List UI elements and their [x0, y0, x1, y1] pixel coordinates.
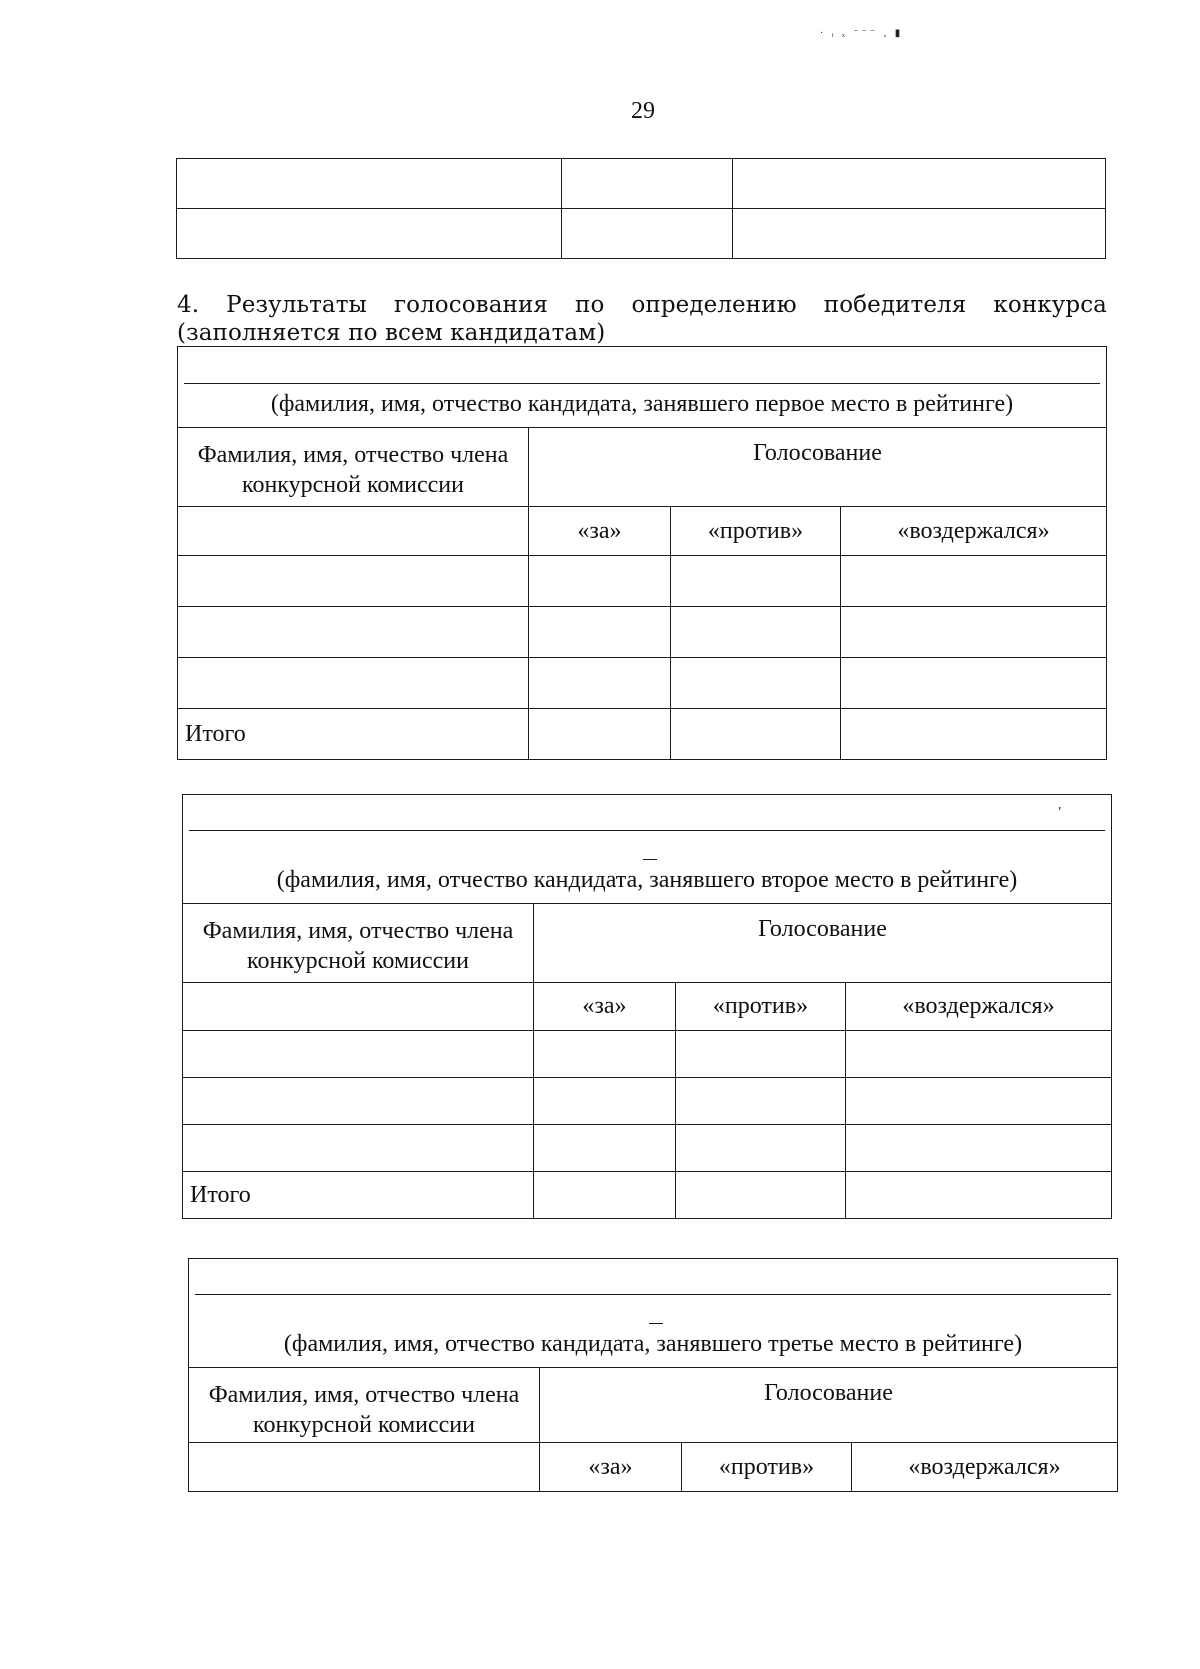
table-cell[interactable] [671, 709, 841, 760]
table-subheader-row [189, 1443, 1117, 1492]
table-row [178, 658, 1106, 709]
dash-mark [649, 1323, 663, 1324]
table-subheader-row [183, 983, 1111, 1031]
table-cell[interactable] [733, 209, 1106, 259]
table-cell[interactable] [671, 658, 841, 709]
table-cell[interactable] [841, 658, 1107, 709]
table-header-row [189, 1368, 1117, 1443]
table-cell[interactable] [178, 556, 529, 607]
voting-table [183, 903, 1111, 1218]
table-cell[interactable] [529, 709, 671, 760]
voting-header: Голосование [534, 904, 1112, 983]
table-row [178, 607, 1106, 658]
candidate-name-line[interactable] [195, 1294, 1111, 1295]
table-row [177, 209, 1106, 259]
against-header: «против» [682, 1443, 852, 1492]
table-row [183, 1031, 1111, 1078]
candidate-name-area [183, 795, 1111, 903]
candidate-name-line[interactable] [184, 383, 1100, 384]
total-label: Итого [178, 709, 529, 760]
table-cell[interactable] [529, 607, 671, 658]
table-cell[interactable] [733, 159, 1106, 209]
page-number: 29 [631, 98, 655, 124]
previous-table-continuation [176, 158, 1106, 259]
abstained-header: «воздержался» [846, 983, 1112, 1031]
table-cell[interactable] [534, 1078, 676, 1125]
table-cell[interactable] [529, 556, 671, 607]
total-label: Итого [183, 1172, 534, 1219]
table-header-row [178, 428, 1106, 507]
candidate-caption: (фамилия, имя, отчество кандидата, занявшего второе место в рейтинге) [276, 867, 1018, 893]
table-row [178, 556, 1106, 607]
member-header: Фамилия, имя, отчество члена конкурсной комиссии [178, 428, 529, 507]
table-cell[interactable] [189, 1443, 540, 1492]
total-row [183, 1172, 1111, 1219]
dash-mark [643, 859, 657, 860]
table-cell[interactable] [676, 1078, 846, 1125]
for-header: «за» [529, 507, 671, 556]
candidate-block-second [182, 794, 1112, 1219]
against-header: «против» [676, 983, 846, 1031]
table-cell[interactable] [183, 1078, 534, 1125]
against-header: «против» [671, 507, 841, 556]
member-header: Фамилия, имя, отчество члена конкурсной комиссии [183, 904, 534, 983]
table-cell[interactable] [183, 1031, 534, 1078]
table-row [177, 159, 1106, 209]
abstained-header: «воздержался» [852, 1443, 1118, 1492]
table-cell[interactable] [183, 983, 534, 1031]
section-heading: 4. Результаты голосования по определению победителя конкурса (заполняется по всем кандидатам) [177, 292, 1107, 346]
voting-table [189, 1367, 1117, 1491]
candidate-name-area [178, 347, 1106, 427]
voting-table [178, 427, 1106, 759]
table-cell[interactable] [178, 607, 529, 658]
voting-header: Голосование [529, 428, 1107, 507]
table-cell[interactable] [534, 1125, 676, 1172]
table-row [183, 1125, 1111, 1172]
table-cell[interactable] [562, 159, 733, 209]
table-cell[interactable] [178, 507, 529, 556]
table-cell[interactable] [676, 1031, 846, 1078]
table-cell[interactable] [178, 658, 529, 709]
table-cell[interactable] [846, 1078, 1112, 1125]
table-cell[interactable] [529, 658, 671, 709]
for-header: «за» [540, 1443, 682, 1492]
table-cell[interactable] [676, 1172, 846, 1219]
candidate-block-third [188, 1258, 1118, 1492]
table-cell[interactable] [846, 1031, 1112, 1078]
member-header: Фамилия, имя, отчество члена конкурсной комиссии [189, 1368, 540, 1443]
table-cell[interactable] [841, 607, 1107, 658]
table-cell[interactable] [671, 556, 841, 607]
scan-mark: ' [1058, 805, 1061, 820]
table-cell[interactable] [841, 709, 1107, 760]
table-cell[interactable] [183, 1125, 534, 1172]
candidate-block-first [177, 346, 1107, 760]
table-cell[interactable] [534, 1031, 676, 1078]
table-cell[interactable] [676, 1125, 846, 1172]
table-cell[interactable] [562, 209, 733, 259]
candidate-name-line[interactable] [189, 830, 1105, 831]
table-cell[interactable] [671, 607, 841, 658]
candidate-caption: (фамилия, имя, отчество кандидата, занявшего третье место в рейтинге) [283, 1331, 1023, 1357]
table-cell[interactable] [841, 556, 1107, 607]
table-row [183, 1078, 1111, 1125]
table-cell[interactable] [177, 209, 562, 259]
abstained-header: «воздержался» [841, 507, 1107, 556]
table-cell[interactable] [846, 1125, 1112, 1172]
voting-header: Голосование [540, 1368, 1118, 1443]
candidate-caption: (фамилия, имя, отчество кандидата, занявшего первое место в рейтинге) [270, 391, 1014, 417]
table-cell[interactable] [846, 1172, 1112, 1219]
total-row [178, 709, 1106, 760]
table-subheader-row [178, 507, 1106, 556]
table-cell[interactable] [177, 159, 562, 209]
for-header: «за» [534, 983, 676, 1031]
candidate-name-area [189, 1259, 1117, 1367]
scan-artifact: · ᵢ ₓ ⁻⁻⁻ , ▮ [820, 28, 904, 39]
table-header-row [183, 904, 1111, 983]
table-cell[interactable] [534, 1172, 676, 1219]
